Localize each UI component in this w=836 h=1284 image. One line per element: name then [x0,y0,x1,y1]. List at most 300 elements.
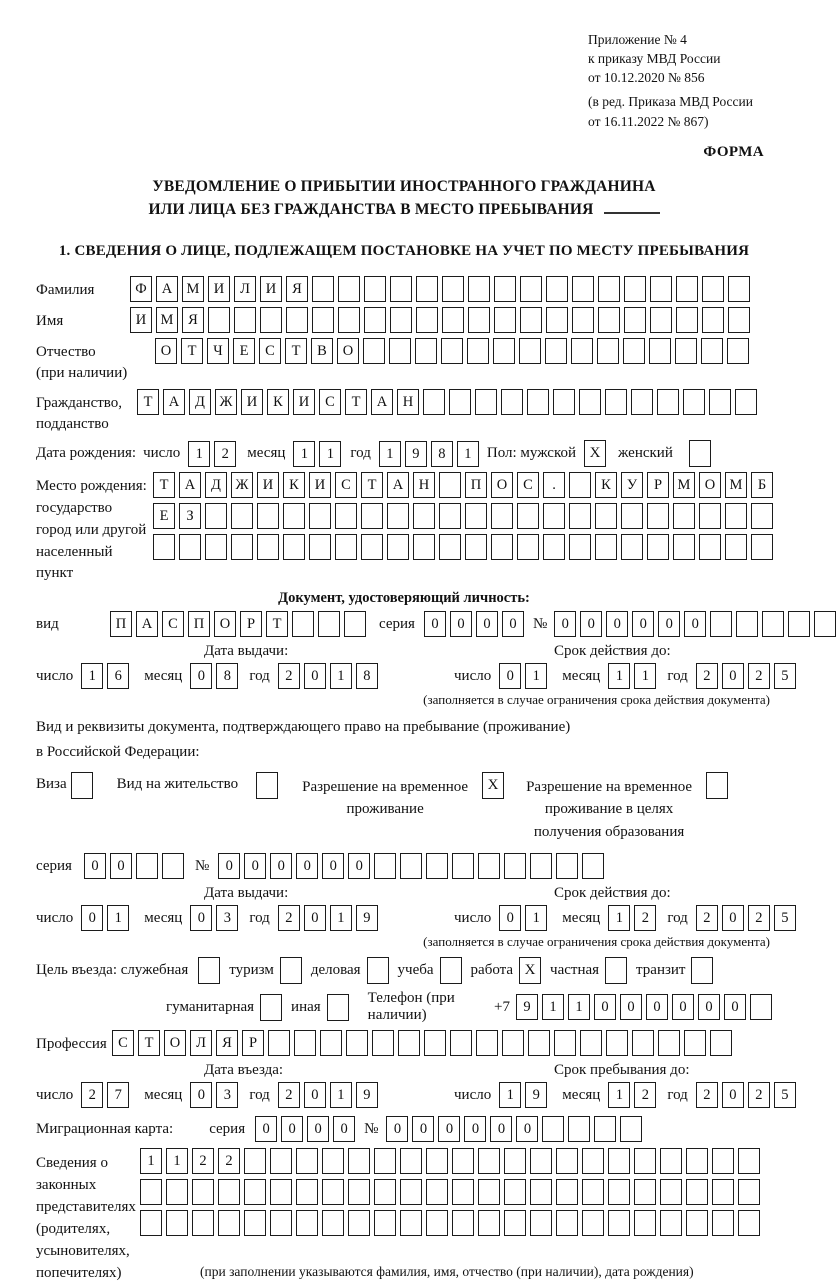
char-box[interactable]: Е [153,503,175,529]
char-box[interactable] [322,1210,344,1236]
char-box[interactable] [598,307,620,333]
char-box[interactable] [675,338,697,364]
char-box[interactable]: 1 [525,663,547,689]
char-box[interactable] [634,1210,656,1236]
char-box[interactable]: 0 [502,611,524,637]
char-box[interactable]: 0 [424,611,446,637]
char-box[interactable] [450,1030,472,1056]
char-box[interactable] [673,503,695,529]
char-box[interactable] [620,1116,642,1142]
char-box[interactable]: 8 [431,441,453,467]
char-box[interactable] [606,1030,628,1056]
char-box[interactable]: 0 [333,1116,355,1142]
char-box[interactable] [348,1210,370,1236]
char-box[interactable] [501,389,523,415]
char-box[interactable] [727,338,749,364]
char-box[interactable] [478,853,500,879]
char-box[interactable]: С [259,338,281,364]
char-box[interactable] [449,389,471,415]
purpose-tourism-checkbox[interactable] [280,957,302,984]
char-box[interactable] [504,1148,526,1174]
char-box[interactable]: 0 [594,994,616,1020]
char-box[interactable]: А [163,389,185,415]
char-box[interactable]: 2 [81,1082,103,1108]
char-box[interactable] [416,307,438,333]
char-box[interactable] [546,276,568,302]
char-box[interactable]: Ч [207,338,229,364]
char-box[interactable]: 1 [188,441,210,467]
char-box[interactable]: Л [190,1030,212,1056]
char-box[interactable]: 2 [748,1082,770,1108]
char-box[interactable] [257,503,279,529]
char-box[interactable] [493,338,515,364]
char-box[interactable]: 2 [748,905,770,931]
char-box[interactable] [686,1148,708,1174]
char-box[interactable] [309,503,331,529]
char-box[interactable]: П [110,611,132,637]
char-box[interactable] [162,853,184,879]
char-box[interactable] [528,1030,550,1056]
char-box[interactable]: 1 [608,1082,630,1108]
char-box[interactable]: П [465,472,487,498]
char-box[interactable] [452,853,474,879]
edu-permit-checkbox[interactable] [706,772,728,799]
char-box[interactable] [650,276,672,302]
char-box[interactable] [658,1030,680,1056]
char-box[interactable]: 1 [107,905,129,931]
char-box[interactable] [545,338,567,364]
char-box[interactable] [320,1030,342,1056]
char-box[interactable] [595,534,617,560]
char-box[interactable]: И [309,472,331,498]
char-box[interactable]: 0 [304,1082,326,1108]
char-box[interactable] [364,307,386,333]
char-box[interactable]: А [136,611,158,637]
char-box[interactable] [542,1116,564,1142]
char-box[interactable] [260,307,282,333]
char-box[interactable]: 2 [748,663,770,689]
char-box[interactable] [218,1179,240,1205]
char-box[interactable] [725,503,747,529]
char-box[interactable] [530,1210,552,1236]
char-box[interactable] [338,276,360,302]
char-box[interactable]: М [725,472,747,498]
char-box[interactable]: О [491,472,513,498]
char-box[interactable] [623,338,645,364]
char-box[interactable]: 2 [218,1148,240,1174]
char-box[interactable] [286,307,308,333]
char-box[interactable]: И [130,307,152,333]
char-box[interactable] [520,307,542,333]
char-box[interactable]: 0 [110,853,132,879]
char-box[interactable] [624,307,646,333]
char-box[interactable]: 1 [525,905,547,931]
char-box[interactable] [374,1210,396,1236]
char-box[interactable] [751,503,773,529]
char-box[interactable]: 0 [255,1116,277,1142]
char-box[interactable]: 0 [499,663,521,689]
char-box[interactable]: 0 [580,611,602,637]
char-box[interactable]: 5 [774,663,796,689]
char-box[interactable] [244,1148,266,1174]
char-box[interactable] [530,1179,552,1205]
char-box[interactable]: Ж [231,472,253,498]
char-box[interactable] [374,1179,396,1205]
char-box[interactable] [624,276,646,302]
char-box[interactable] [699,503,721,529]
char-box[interactable]: Т [137,389,159,415]
char-box[interactable] [546,307,568,333]
purpose-study-checkbox[interactable] [440,957,462,984]
char-box[interactable]: 1 [293,441,315,467]
char-box[interactable]: 0 [304,905,326,931]
char-box[interactable] [283,503,305,529]
char-box[interactable] [390,276,412,302]
char-box[interactable] [491,503,513,529]
char-box[interactable] [390,307,412,333]
char-box[interactable] [416,276,438,302]
char-box[interactable]: С [517,472,539,498]
char-box[interactable] [283,534,305,560]
char-box[interactable]: 1 [608,905,630,931]
char-box[interactable] [751,534,773,560]
char-box[interactable]: Ж [215,389,237,415]
char-box[interactable] [594,1116,616,1142]
char-box[interactable] [294,1030,316,1056]
char-box[interactable] [683,389,705,415]
char-box[interactable] [504,853,526,879]
char-box[interactable] [439,503,461,529]
char-box[interactable] [192,1179,214,1205]
char-box[interactable] [312,307,334,333]
char-box[interactable] [701,338,723,364]
char-box[interactable]: 9 [525,1082,547,1108]
char-box[interactable]: 1 [330,1082,352,1108]
char-box[interactable] [762,611,784,637]
char-box[interactable] [270,1179,292,1205]
char-box[interactable]: 0 [412,1116,434,1142]
char-box[interactable] [374,853,396,879]
char-box[interactable]: З [179,503,201,529]
char-box[interactable] [657,389,679,415]
char-box[interactable]: И [293,389,315,415]
char-box[interactable] [595,503,617,529]
char-box[interactable] [553,389,575,415]
char-box[interactable]: 0 [190,905,212,931]
char-box[interactable] [231,503,253,529]
char-box[interactable] [335,503,357,529]
char-box[interactable]: Н [397,389,419,415]
char-box[interactable]: 0 [672,994,694,1020]
char-box[interactable] [543,534,565,560]
char-box[interactable]: 9 [405,441,427,467]
char-box[interactable] [699,534,721,560]
char-box[interactable] [296,1179,318,1205]
char-box[interactable] [710,611,732,637]
char-box[interactable] [738,1210,760,1236]
char-box[interactable]: 7 [107,1082,129,1108]
char-box[interactable]: 2 [278,663,300,689]
char-box[interactable] [554,1030,576,1056]
char-box[interactable] [140,1210,162,1236]
char-box[interactable] [441,338,463,364]
char-box[interactable] [517,503,539,529]
char-box[interactable]: 0 [499,905,521,931]
char-box[interactable]: 1 [457,441,479,467]
char-box[interactable] [231,534,253,560]
char-box[interactable] [504,1210,526,1236]
char-box[interactable] [361,503,383,529]
char-box[interactable] [476,1030,498,1056]
char-box[interactable]: 2 [634,905,656,931]
char-box[interactable] [579,389,601,415]
char-box[interactable]: 0 [698,994,720,1020]
char-box[interactable]: 0 [307,1116,329,1142]
char-box[interactable] [504,1179,526,1205]
char-box[interactable] [582,1148,604,1174]
char-box[interactable] [556,1148,578,1174]
purpose-work-checkbox[interactable]: X [519,957,541,984]
char-box[interactable]: Т [138,1030,160,1056]
char-box[interactable]: 0 [322,853,344,879]
char-box[interactable] [268,1030,290,1056]
char-box[interactable]: 1 [319,441,341,467]
char-box[interactable] [475,389,497,415]
char-box[interactable] [725,534,747,560]
char-box[interactable]: О [164,1030,186,1056]
char-box[interactable] [660,1210,682,1236]
char-box[interactable]: 1 [634,663,656,689]
char-box[interactable] [467,338,489,364]
char-box[interactable] [244,1179,266,1205]
sex-male-checkbox[interactable]: X [584,440,606,467]
char-box[interactable]: 1 [330,905,352,931]
char-box[interactable]: О [337,338,359,364]
char-box[interactable]: 0 [244,853,266,879]
char-box[interactable] [569,472,591,498]
char-box[interactable] [502,1030,524,1056]
char-box[interactable] [465,503,487,529]
char-box[interactable]: 2 [278,1082,300,1108]
char-box[interactable] [712,1210,734,1236]
char-box[interactable] [208,307,230,333]
char-box[interactable] [735,389,757,415]
char-box[interactable] [322,1148,344,1174]
char-box[interactable] [491,534,513,560]
char-box[interactable]: П [188,611,210,637]
char-box[interactable] [556,1210,578,1236]
char-box[interactable] [465,534,487,560]
char-box[interactable] [580,1030,602,1056]
char-box[interactable] [597,338,619,364]
char-box[interactable] [527,389,549,415]
char-box[interactable]: 0 [348,853,370,879]
char-box[interactable]: 1 [608,663,630,689]
char-box[interactable]: 1 [379,441,401,467]
char-box[interactable] [398,1030,420,1056]
char-box[interactable] [650,307,672,333]
char-box[interactable]: 3 [216,905,238,931]
char-box[interactable]: А [156,276,178,302]
residence-permit-checkbox[interactable] [256,772,278,799]
char-box[interactable]: И [241,389,263,415]
char-box[interactable] [478,1210,500,1236]
char-box[interactable] [468,276,490,302]
char-box[interactable] [814,611,836,637]
char-box[interactable]: Ф [130,276,152,302]
char-box[interactable]: 2 [278,905,300,931]
char-box[interactable]: 1 [499,1082,521,1108]
char-box[interactable] [556,1179,578,1205]
char-box[interactable] [660,1179,682,1205]
char-box[interactable] [192,1210,214,1236]
char-box[interactable]: Д [189,389,211,415]
char-box[interactable]: Я [286,276,308,302]
char-box[interactable]: 0 [606,611,628,637]
char-box[interactable] [364,276,386,302]
char-box[interactable] [647,534,669,560]
char-box[interactable]: Я [216,1030,238,1056]
char-box[interactable] [608,1179,630,1205]
char-box[interactable]: 2 [214,441,236,467]
char-box[interactable] [728,276,750,302]
char-box[interactable] [738,1148,760,1174]
char-box[interactable]: 0 [632,611,654,637]
purpose-private-checkbox[interactable] [605,957,627,984]
char-box[interactable] [686,1210,708,1236]
char-box[interactable] [439,534,461,560]
char-box[interactable] [676,276,698,302]
char-box[interactable] [702,276,724,302]
char-box[interactable] [709,389,731,415]
char-box[interactable] [153,534,175,560]
char-box[interactable] [400,853,422,879]
char-box[interactable]: Т [181,338,203,364]
char-box[interactable] [335,534,357,560]
char-box[interactable] [684,1030,706,1056]
char-box[interactable] [608,1148,630,1174]
char-box[interactable]: 1 [568,994,590,1020]
char-box[interactable]: М [182,276,204,302]
char-box[interactable] [257,534,279,560]
char-box[interactable]: Д [205,472,227,498]
char-box[interactable] [372,1030,394,1056]
char-box[interactable] [344,611,366,637]
char-box[interactable] [572,276,594,302]
char-box[interactable]: О [155,338,177,364]
char-box[interactable]: 5 [774,905,796,931]
char-box[interactable] [234,307,256,333]
visa-checkbox[interactable] [71,772,93,799]
char-box[interactable]: С [162,611,184,637]
char-box[interactable]: 8 [216,663,238,689]
char-box[interactable]: 1 [542,994,564,1020]
char-box[interactable]: 0 [722,663,744,689]
char-box[interactable] [530,1148,552,1174]
char-box[interactable] [140,1179,162,1205]
temp-permit-checkbox[interactable]: X [482,772,504,799]
char-box[interactable]: 0 [450,611,472,637]
char-box[interactable]: 5 [774,1082,796,1108]
char-box[interactable] [389,338,411,364]
char-box[interactable]: А [371,389,393,415]
char-box[interactable]: А [179,472,201,498]
char-box[interactable] [244,1210,266,1236]
char-box[interactable] [426,1148,448,1174]
char-box[interactable] [712,1179,734,1205]
char-box[interactable] [608,1210,630,1236]
char-box[interactable] [631,389,653,415]
char-box[interactable]: 2 [696,905,718,931]
char-box[interactable] [442,276,464,302]
char-box[interactable] [676,307,698,333]
sex-female-checkbox[interactable] [689,440,711,467]
char-box[interactable]: В [311,338,333,364]
char-box[interactable]: У [621,472,643,498]
char-box[interactable] [569,534,591,560]
char-box[interactable] [478,1179,500,1205]
char-box[interactable]: 0 [516,1116,538,1142]
char-box[interactable] [647,503,669,529]
char-box[interactable]: С [335,472,357,498]
char-box[interactable] [621,503,643,529]
char-box[interactable] [673,534,695,560]
char-box[interactable]: 1 [140,1148,162,1174]
char-box[interactable] [494,276,516,302]
char-box[interactable] [270,1210,292,1236]
char-box[interactable] [738,1179,760,1205]
char-box[interactable] [750,994,772,1020]
char-box[interactable] [543,503,565,529]
char-box[interactable]: 0 [270,853,292,879]
char-box[interactable] [166,1179,188,1205]
char-box[interactable]: 0 [684,611,706,637]
char-box[interactable] [400,1179,422,1205]
char-box[interactable] [710,1030,732,1056]
char-box[interactable]: К [595,472,617,498]
char-box[interactable] [205,503,227,529]
char-box[interactable]: Я [182,307,204,333]
char-box[interactable]: Т [266,611,288,637]
purpose-other-checkbox[interactable] [327,994,349,1021]
char-box[interactable]: 0 [438,1116,460,1142]
char-box[interactable]: 0 [296,853,318,879]
char-box[interactable]: 2 [696,1082,718,1108]
char-box[interactable] [702,307,724,333]
char-box[interactable]: 9 [356,905,378,931]
char-box[interactable]: 0 [190,1082,212,1108]
char-box[interactable]: О [699,472,721,498]
char-box[interactable] [788,611,810,637]
char-box[interactable] [452,1210,474,1236]
char-box[interactable]: 0 [464,1116,486,1142]
char-box[interactable] [374,1148,396,1174]
char-box[interactable] [572,307,594,333]
char-box[interactable]: 0 [81,905,103,931]
char-box[interactable]: 0 [281,1116,303,1142]
purpose-humanitarian-checkbox[interactable] [260,994,282,1021]
char-box[interactable] [415,338,437,364]
char-box[interactable]: Р [240,611,262,637]
char-box[interactable]: 0 [476,611,498,637]
char-box[interactable]: Р [647,472,669,498]
char-box[interactable]: Т [361,472,383,498]
char-box[interactable]: А [387,472,409,498]
purpose-official-checkbox[interactable] [198,957,220,984]
char-box[interactable] [649,338,671,364]
char-box[interactable]: И [208,276,230,302]
char-box[interactable] [439,472,461,498]
